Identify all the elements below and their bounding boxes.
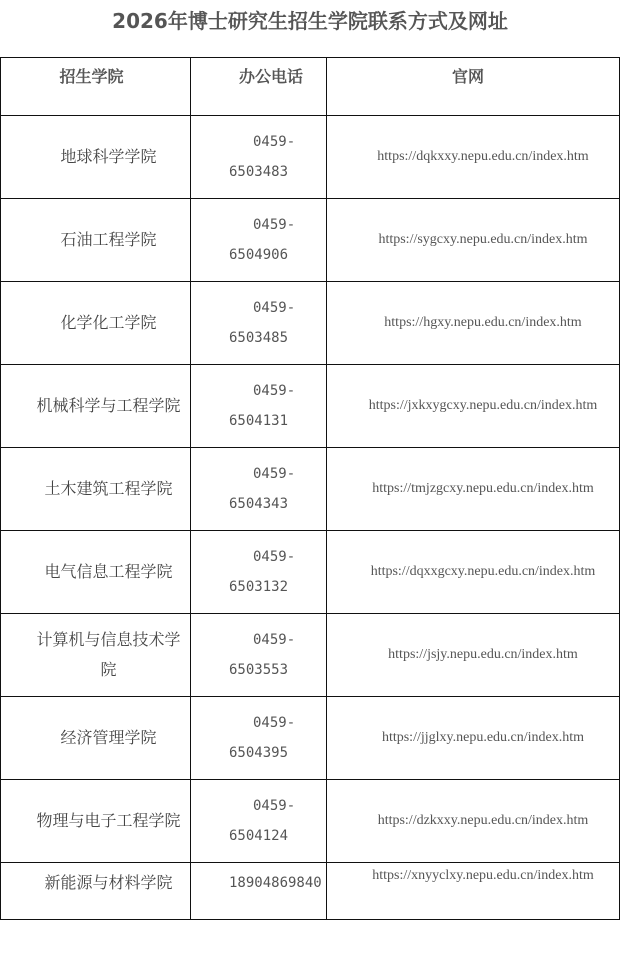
table-row bbox=[1, 614, 620, 697]
college-cell bbox=[1, 199, 191, 282]
website-cell bbox=[327, 780, 620, 863]
phone-area-code: 0459- bbox=[253, 217, 296, 233]
website-link[interactable]: https://dqkxxy.nepu.edu.cn/index.htm bbox=[377, 149, 589, 164]
table-row bbox=[1, 282, 620, 365]
website-cell bbox=[327, 282, 620, 365]
college-name: 机械科学与工程学院 bbox=[36, 396, 181, 415]
website-link[interactable]: https://jsjy.nepu.edu.cn/index.htm bbox=[388, 647, 578, 662]
website-cell bbox=[327, 697, 620, 780]
phone-cell bbox=[191, 697, 327, 780]
college-cell bbox=[1, 697, 191, 780]
contact-table bbox=[0, 57, 620, 920]
phone-cell bbox=[191, 199, 327, 282]
college-name: 电气信息工程学院 bbox=[44, 562, 173, 581]
page-title: 2026年博士研究生招生学院联系方式及网址 bbox=[112, 9, 508, 33]
phone-number: 18904869840 bbox=[229, 875, 322, 891]
phone-cell bbox=[191, 531, 327, 614]
phone-number: 6503553 bbox=[229, 662, 289, 678]
website-cell bbox=[327, 116, 620, 199]
phone-area-code: 0459- bbox=[253, 466, 296, 482]
phone-cell bbox=[191, 863, 327, 920]
college-name: 化学化工学院 bbox=[60, 313, 157, 332]
table-header-row bbox=[1, 58, 620, 116]
college-cell bbox=[1, 531, 191, 614]
phone-area-code: 0459- bbox=[253, 549, 296, 565]
website-cell bbox=[327, 614, 620, 697]
phone-cell bbox=[191, 282, 327, 365]
phone-area-code: 0459- bbox=[253, 134, 296, 150]
phone-number: 6504395 bbox=[229, 745, 289, 761]
table-row bbox=[1, 199, 620, 282]
college-cell bbox=[1, 282, 191, 365]
phone-number: 6504131 bbox=[229, 413, 289, 429]
phone-cell bbox=[191, 365, 327, 448]
website-cell bbox=[327, 448, 620, 531]
phone-area-code: 0459- bbox=[253, 300, 296, 316]
college-cell bbox=[1, 863, 191, 920]
phone-number: 6503483 bbox=[229, 164, 289, 180]
college-cell bbox=[1, 365, 191, 448]
phone-area-code: 0459- bbox=[253, 383, 296, 399]
table-row bbox=[1, 116, 620, 199]
phone-number: 6503132 bbox=[229, 579, 289, 595]
phone-number: 6504906 bbox=[229, 247, 289, 263]
college-name: 经济管理学院 bbox=[60, 728, 157, 747]
website-link[interactable]: https://jxkxygcxy.nepu.edu.cn/index.htm bbox=[368, 398, 598, 413]
website-cell bbox=[327, 365, 620, 448]
phone-area-code: 0459- bbox=[253, 715, 296, 731]
website-link[interactable]: https://xnyyclxy.nepu.edu.cn/index.htm bbox=[372, 868, 594, 883]
college-name: 地球科学学院 bbox=[60, 147, 157, 166]
header-college: 招生学院 bbox=[1, 58, 191, 116]
phone-cell bbox=[191, 780, 327, 863]
website-link[interactable]: https://dzkxxy.nepu.edu.cn/index.htm bbox=[377, 813, 589, 828]
phone-cell bbox=[191, 116, 327, 199]
website-link[interactable]: https://tmjzgcxy.nepu.edu.cn/index.htm bbox=[372, 481, 594, 496]
college-cell bbox=[1, 780, 191, 863]
website-link[interactable]: https://hgxy.nepu.edu.cn/index.htm bbox=[384, 315, 582, 330]
phone-number: 6503485 bbox=[229, 330, 289, 346]
website-cell bbox=[327, 863, 620, 920]
college-name: 土木建筑工程学院 bbox=[44, 479, 173, 498]
phone-number: 6504343 bbox=[229, 496, 289, 512]
phone-number: 6504124 bbox=[229, 828, 289, 844]
college-cell bbox=[1, 116, 191, 199]
website-link[interactable]: https://dqxxgcxy.nepu.edu.cn/index.htm bbox=[370, 564, 596, 579]
website-link[interactable]: https://jjglxy.nepu.edu.cn/index.htm bbox=[381, 730, 585, 745]
college-name: 物理与电子工程学院 bbox=[36, 811, 181, 830]
table-row bbox=[1, 697, 620, 780]
table-row bbox=[1, 448, 620, 531]
table-row bbox=[1, 780, 620, 863]
table-row bbox=[1, 365, 620, 448]
college-name: 新能源与材料学院 bbox=[44, 873, 173, 892]
college-cell bbox=[1, 614, 191, 697]
header-website: 官网 bbox=[327, 58, 620, 116]
website-link[interactable]: https://sygcxy.nepu.edu.cn/index.htm bbox=[378, 232, 588, 247]
phone-area-code: 0459- bbox=[253, 632, 296, 648]
college-cell bbox=[1, 448, 191, 531]
table-row bbox=[1, 531, 620, 614]
college-name: 计算机与信息技术学院 bbox=[36, 630, 181, 679]
header-phone: 办公电话 bbox=[191, 58, 327, 116]
phone-cell bbox=[191, 448, 327, 531]
table-row bbox=[1, 863, 620, 920]
website-cell bbox=[327, 531, 620, 614]
website-cell bbox=[327, 199, 620, 282]
phone-area-code: 0459- bbox=[253, 798, 296, 814]
college-name: 石油工程学院 bbox=[60, 230, 157, 249]
phone-cell bbox=[191, 614, 327, 697]
